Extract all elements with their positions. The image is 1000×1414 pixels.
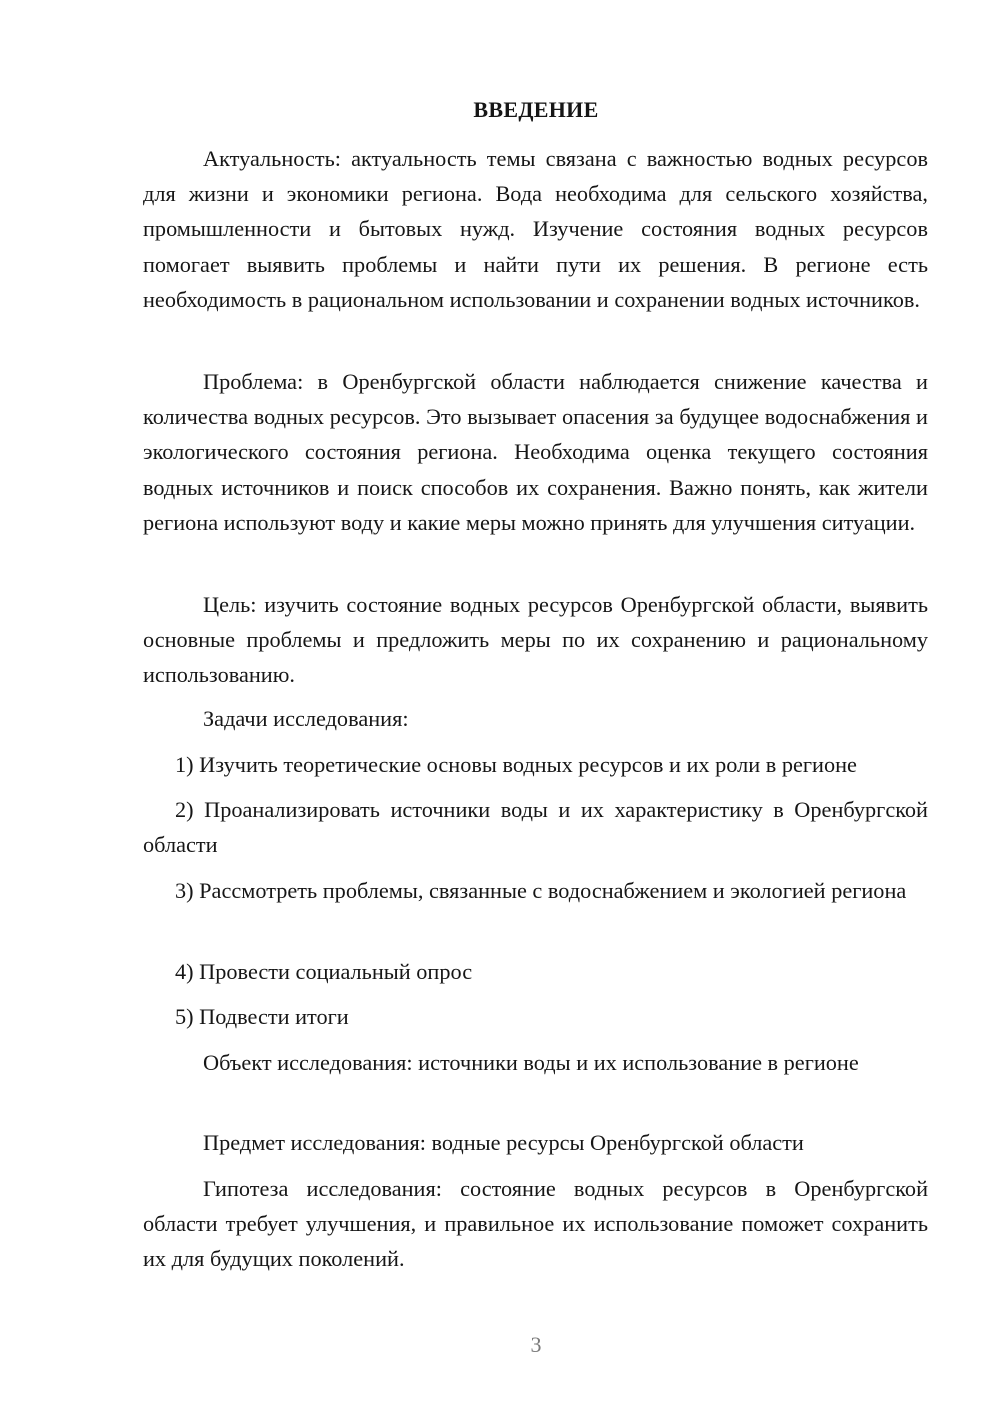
- page-title: ВВЕДЕНИЕ: [473, 97, 599, 122]
- paragraph-goal: Цель: изучить состояние водных ресурсов Оренбургской области, выявить основные проблемы и предложить меры по их сохранению и рациональному использованию.: [143, 592, 928, 688]
- task-item-1: 1) Изучить теоретические основы водных ресурсов и их роли в регионе: [175, 752, 857, 777]
- paragraph-problem: Проблема: в Оренбургской области наблюдается снижение качества и количества водных ресурсов. Это вызывает опасения за будущее водоснабжения и экологического состояния региона. Необходима оценка текущего состояния водных источников и поиск способов их сохранения. Важно понять, как жители региона используют воду и какие меры можно принять для улучшения ситуации.: [143, 369, 928, 535]
- page-number: 3: [530, 1332, 542, 1357]
- paragraph-object: Объект исследования: источники воды и их использование в регионе: [203, 1050, 859, 1075]
- paragraph-hypothesis: Гипотеза исследования: состояние водных ресурсов в Оренбургской области требует улучшения, и правильное их использование поможет сохранить их для будущих поколений.: [143, 1176, 928, 1272]
- paragraph-subject: Предмет исследования: водные ресурсы Оренбургской области: [203, 1130, 804, 1155]
- task-item-4: 4) Провести социальный опрос: [175, 959, 473, 984]
- paragraph-tasks-heading: Задачи исследования:: [203, 706, 409, 731]
- paragraph-relevance: Актуальность: актуальность темы связана с важностью водных ресурсов для жизни и экономики региона. Вода необходима для сельского хозяйства, промышленности и бытовых нужд. Изучение состояния водных ресурсов помогает выявить проблемы и найти пути их решения. В регионе есть необходимость в рациональном использовании и сохранении водных источников.: [143, 146, 928, 312]
- task-item-2: 2) Проанализировать источники воды и их характеристику в Оренбургской области: [143, 797, 928, 858]
- task-item-3: 3) Рассмотреть проблемы, связанные с водоснабжением и экологией региона: [175, 878, 907, 903]
- task-item-5: 5) Подвести итоги: [175, 1004, 349, 1029]
